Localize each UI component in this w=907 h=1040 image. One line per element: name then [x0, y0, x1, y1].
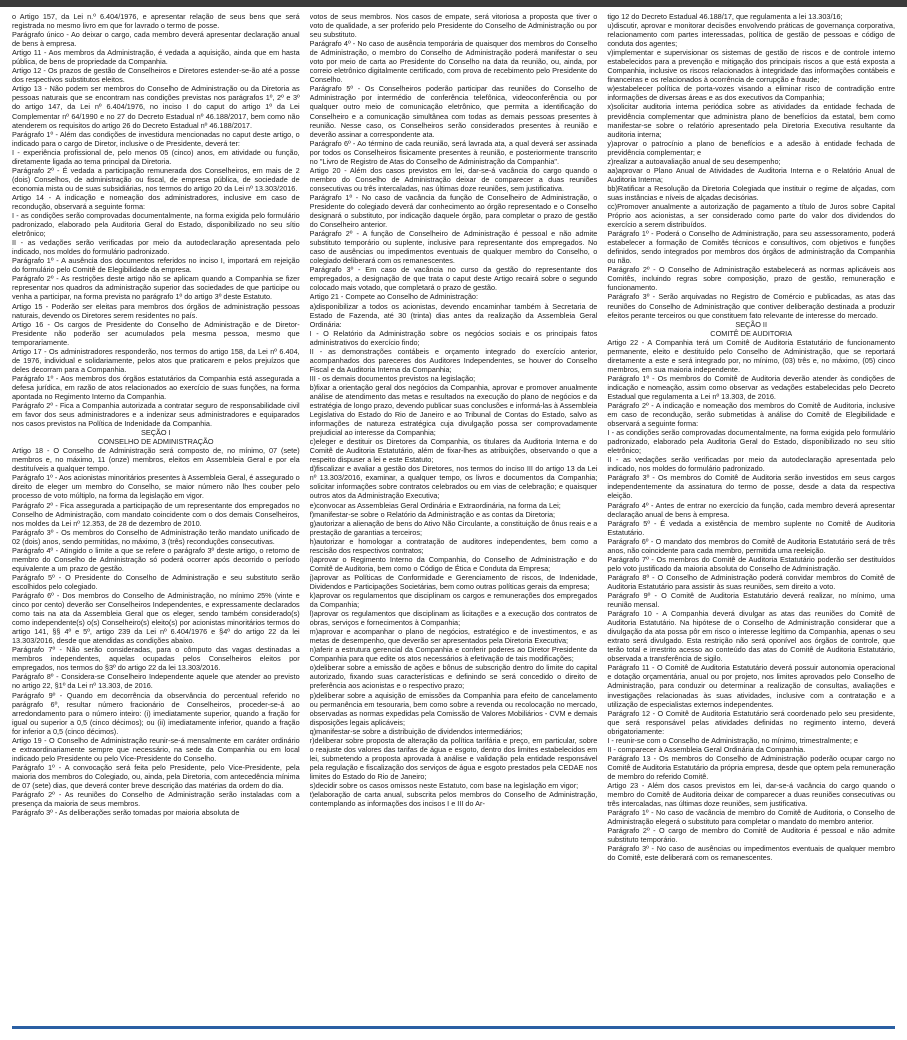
paragraph: a)disponibilizar a todos os acionistas, devendo encaminhar também à Secretaria de Estado de Fazenda, até 30 (trinta) dias antes da realização da Assembleia Geral Ordinária:	[309, 301, 598, 329]
paragraph: Parágrafo 12 - O Comitê de Auditoria Estatutário será coordenado pelo seu presidente, que será responsável pelas atividades definidas no regimento interno, deverá obrigatoriamente:	[607, 708, 896, 736]
paragraph: d)fiscalizar e avaliar a gestão dos Diretores, nos termos do inciso III do artigo 13 da Lei nº 13.303/2016, examinar, a qualquer tempo, os livros e documentos da Companhia; solicitar informações sobre contratos celebrados ou em vias de celebração; e quaisquer outros atos da Administração Executiva;	[309, 464, 598, 501]
paragraph: I - O Relatório da Administração sobre os negócios sociais e os principais fatos administrativos do exercício findo;	[309, 328, 598, 347]
paragraph: p)deliberar sobre a aquisição de emissões da Companhia para efeito de cancelamento ou permanência em tesouraria, bem como sobre a revenda ou recolocação no mercado, observadas as normas expedidas pela Comissão de Valores Mobiliários - CVM e demais disposições legais aplicáveis;	[309, 690, 598, 727]
paragraph: m)aprovar e acompanhar o plano de negócios, estratégico e de investimentos, e as metas de desempenho, que deverão ser apresentados pela Diretoria Executiva;	[309, 627, 598, 646]
paragraph: Parágrafo 1º - A ausência dos documentos referidos no inciso I, importará em rejeição do formulário pelo Comitê de Elegibilidade da empresa.	[12, 256, 300, 275]
paragraph: q)manifestar-se sobre a distribuição de dividendos intermediários;	[309, 726, 523, 736]
paragraph: c)eleger e destituir os Diretores da Companhia, os titulares da Auditoria Interna e do Comitê de Auditoria Estatutário, além de fixar-lhes as atribuições, observando o que a respeito dispuser a lei e este Estatuto;	[309, 437, 598, 465]
paragraph: Parágrafo 11 - O Comitê de Auditoria Estatutário deverá possuir autonomia operacional e dotação orçamentária, anual ou por projeto, nos limites aprovados pelo Conselho de Administração, para conduzir ou determinar a realização de consultas, avaliações e investigações relacionadas às suas atividades, inclusive com a contratação e a utilização de especialistas externos independentes.	[607, 663, 896, 709]
paragraph: Parágrafo 9º - Quando em decorrência da observância do percentual referido no parágrafo 6º, resultar número fracionário de Conselheiros, proceder-se-á ao arredondamento para o número inteiro: (i) imediatamente superior, quando a fração for igual ou superior a 0,5 (cinco décimos); ou (ii) imediatamente inferior, quando a fração for inferior a 0,5 (cinco décimos).	[12, 690, 300, 736]
paragraph: Parágrafo 2º - Fica a Companhia autorizada a contratar seguro de responsabilidade civil em favor dos seus administradores e a indenizar seus administradores e equiparados nos casos previstos na Política de Indenidade da Companhia.	[12, 401, 300, 429]
paragraph: bb)Ratificar a Resolução da Diretoria Colegiada que instituir o regime de alçadas, com suas instâncias e níveis de alçadas decisórias.	[607, 183, 896, 202]
paragraph: z)realizar a autoavaliação anual de seu desempenho;	[607, 156, 781, 166]
paragraph: Artigo 12 - Os prazos de gestão de Conselheiros e Diretores estender-se-ão até a posse dos respectivos substitutos eleitos.	[12, 66, 300, 85]
paragraph: Parágrafo 1º - Poderá o Conselho de Administração, para seu assessoramento, poderá estabelecer a formação de Comitês técnicos e consultivos, com objetivos e funções definidos, sendo integrados por membros dos órgãos de administração da Companhia ou não.	[607, 229, 896, 266]
paragraph: b)fixar a orientação geral dos negócios da Companhia, aprovar e promover anualmente análise de atendimento das metas e resultados na execução do plano de negócios e da estratégia de longo prazo, devendo publicar suas conclusões e informá-las à Assembleia Legislativa do Estado do Rio de Janeiro e ao Tribunal de Contas do Estado, salvo as informações de natureza estratégica cuja divulgação possa ser comprovadamente prejudicial ao interesse da Companhia;	[309, 382, 598, 438]
paragraph: k)aprovar os regulamentos que disciplinam os cargos e remunerações dos empregados da Companhia;	[309, 591, 598, 610]
paragraph: Parágrafo 8º - Considera-se Conselheiro Independente aquele que atender ao previsto no artigo 22, §1º da Lei nº 13.303, de 2016.	[12, 672, 300, 691]
paragraph: h)autorizar e homologar a contratação de auditores independentes, bem como a rescisão dos respectivos contratos;	[309, 536, 598, 555]
paragraph: Parágrafo 1º - A convocação será feita pelo Presidente, pelo Vice-Presidente, pela maioria dos membros do Colegiado, ou, ainda, pela Diretoria, com antecedência mínima de 07 (sete) dias, que deverá conter breve descrição das matérias da ordem do dia.	[12, 762, 300, 790]
paragraph: e)convocar as Assembleias Geral Ordinária e Extraordinária, na forma da Lei;	[309, 500, 561, 510]
paragraph: Parágrafo 1º - No caso de vacância da função de Conselheiro de Administração, o Presidente do colegiado deverá dar conhecimento ao órgão representado e o Conselho designará o substituto, por indicação daquele órgão, para completar o prazo de gestão do Conselheiro anterior.	[309, 192, 598, 230]
paragraph: g)autorizar a alienação de bens do Ativo Não Circulante, a constituição de ônus reais e a prestação de garantias a terceiros;	[309, 518, 598, 537]
paragraph: Parágrafo 1º - Além das condições de investidura mencionadas no caput deste artigo, o indicado para o cargo de Diretor, inclusive o de Presidente, deverá ter:	[12, 129, 300, 148]
paragraph: Parágrafo 3º - As deliberações serão tomadas por maioria absoluta de	[12, 808, 240, 818]
paragraph: Parágrafo único - Ao deixar o cargo, cada membro deverá apresentar declaração anual de bens à empresa.	[12, 30, 300, 49]
paragraph: II - as vedações serão verificadas por meio da autodeclaração apresentada pelo indicado, nos moldes do formulário padronizado.	[607, 455, 896, 474]
paragraph: Parágrafo 2º - O cargo de membro do Comitê de Auditoria é pessoal e não admite substituto temporário.	[607, 826, 896, 845]
paragraph: tigo 12 do Decreto Estadual 46.188/17, que regulamenta a lei 13.303/16;	[607, 12, 843, 21]
paragraph: Parágrafo 2º - Fica assegurada a participação de um representante dos empregados no Conselho de Administração, com mandato coincidente com o dos demais Conselheiros, nos moldes da Lei nº 12.353, de 28 de dezembro de 2010.	[12, 500, 300, 528]
paragraph: Artigo 23 - Além dos casos previstos em lei, dar-se-á vacância do cargo quando o membro do Comitê de Auditoria deixar de comparecer a duas reuniões consecutivas ou três intercaladas, nas últimas doze reuniões, sem justificativa.	[607, 780, 896, 809]
section-heading: SEÇÃO I	[141, 428, 171, 438]
paragraph: Parágrafo 2º - As restrições deste artigo não se aplicam quando a Companhia se fizer representar nos quadros da administração superior das sociedades de que participe ou venha a participar, na forma prevista no parágrafo 1º do artigo 3º deste Estatuto.	[12, 274, 300, 302]
paragraph: n)aferir a estrutura gerencial da Companhia e conferir poderes ao Diretor Presidente da Companhia para que edite os atos necessários à efetivação de tais modificações;	[309, 645, 598, 664]
paragraph: Parágrafo 2º - As reuniões do Conselho de Administração serão instaladas com a presença da maioria de seus membros.	[12, 790, 300, 809]
paragraph: aa)aprovar o Plano Anual de Atividades de Auditoria Interna e o Relatório Anual de Auditoria Interna;	[607, 165, 896, 184]
paragraph: cc)Promover anualmente a autorização de pagamento a título de Juros sobre Capital Próprio aos acionistas, a ser considerado como parte do valor dos dividendos do exercício a serem distribuídos.	[607, 201, 896, 230]
paragraph: I - experiência profissional de, pelo menos 05 (cinco) anos, em atividade ou função, diretamente ligada ao tema principal da Diretoria.	[12, 147, 300, 166]
paragraph: Parágrafo 3º - Serão arquivadas no Registro de Comércio e publicadas, as atas das reuniões do Conselho de Administração que contiver deliberação destinada a produzir efeitos perante terceiros ou que constituem fato relevante de interesse do mercado.	[607, 292, 896, 320]
paragraph: Parágrafo 6º - Ao término de cada reunião, será lavrada ata, a qual deverá ser assinada por todos os Conselheiros fisicamente presentes à reunião, e posteriormente transcrito no "Livro de Registro de Atas do Conselho de Administração da Companhia".	[309, 138, 598, 166]
paragraph: Parágrafo 5º - Os Conselheiros poderão participar das reuniões do Conselho de Administração por intermédio de conferência telefônica, videoconferência ou por qualquer outro meio de comunicação eletrônico, que permita a identificação do Conselheiro e a comunicação simultânea com todas as demais pessoas presentes à reunião. Nesse caso, os Conselheiros serão considerados presentes à reunião e deverão assinar a correspondente ata.	[309, 84, 598, 139]
paragraph: Parágrafo 3º - No caso de ausências ou impedimentos eventuais de qualquer membro do Comitê, este deliberará com os remanescentes.	[607, 844, 896, 863]
paragraph: Parágrafo 6º - Dos membros do Conselho de Administração, no mínimo 25% (vinte e cinco por cento) deverão ser Conselheiros Independentes, e expressamente declarados como tais na ata da Assembleia Geral que os eleger, sendo também considerado(s) como independente(s) o(s) Conselheiro(s) eleito(s) por acionistas minoritários termos do artigo 141, §§ 4º e 5º, artigo 239 da Lei nº 6.404/1976 e §4º do artigo 22 da lei 13.303/2016, desde que atendidas as condições abaixo.	[12, 591, 300, 646]
paragraph: Parágrafo 1º - Aos membros dos órgãos estatutários da Companhia está assegurada a defesa jurídica, em razão de atos relacionados ao exercício de suas funções, na forma apontada no Regimento Interno da Companhia.	[12, 373, 300, 401]
paragraph: Parágrafo 13 - Os membros do Conselho de Administração poderão ocupar cargo no Comitê de Auditoria Estatutário da própria empresa, desde que optem pela remuneração de membro do referido Comitê.	[607, 753, 896, 781]
paragraph: Parágrafo 3º - Em caso de vacância no curso da gestão do representante dos empregados, a designação de que trata o caput deste Artigo recairá sobre o segundo colocado mais votado, que completará o prazo de gestão.	[309, 265, 598, 293]
paragraph: Artigo 13 - Não podem ser membros do Conselho de Administração ou da Diretoria as pessoas naturais que se encontram nas condições previstas nos parágrafos 1º, 2º e 3º do artigo 147, da Lei nº 6.404/1976, no inciso I do caput do artigo 1º da Lei Complementar nº 64/1990 e no 27 do Decreto Estadual nº 46.188/2017, bem como não atenderem os requisitos do artigo 26 do Decreto Estadual nº 46.188/2017.	[12, 84, 300, 130]
paragraph: Parágrafo 3º - Os membros do Comitê de Auditoria serão investidos em seus cargos independentemente da assinatura do termo de posse, desde a data da respectiva eleição.	[607, 473, 896, 501]
paragraph: s)decidir sobre os casos omissos neste Estatuto, com base na legislação em vigor;	[309, 780, 579, 790]
paragraph: I - as condições serão comprovadas documentalmente, na forma exigida pelo formulário padronizado, elaborado pela Auditoria Geral do Estado, disponibilizado no seu sítio eletrônico;	[607, 428, 896, 456]
paragraph: Artigo 20 - Além dos casos previstos em lei, dar-se-á vacância do cargo quando o membro do Conselho de Administração deixar de comparecer a duas reuniões consecutivas ou três intercaladas, nas últimas doze reuniões, sem justificativa.	[309, 165, 598, 193]
section-heading: SEÇÃO II	[735, 319, 767, 329]
paragraph: II - comparecer à Assembleia Geral Ordinária da Companhia.	[607, 744, 806, 754]
paragraph: f)manifestar-se sobre o Relatório da Administração e as contas da Diretoria;	[309, 509, 556, 519]
paragraph: Artigo 21 - Compete ao Conselho de Administração:	[309, 292, 478, 302]
section-heading: COMITÊ DE AUDITORIA	[710, 328, 793, 338]
paragraph: u)discutir, aprovar e monitorar decisões envolvendo práticas de governança corporativa, relacionamento com partes interessadas, política de gestão de pessoas e código de conduta dos agentes;	[607, 21, 896, 49]
paragraph: Artigo 18 - O Conselho de Administração será composto de, no mínimo, 07 (sete) membros e, no máximo, 11 (onze) membros, eleitos em Assembleia Geral e por ela destituíveis a qualquer tempo.	[12, 446, 300, 474]
header-strip	[0, 0, 907, 7]
paragraph: I - as condições serão comprovadas documentalmente, na forma exigida pelo formulário padronizado, elaborado pela Auditoria Geral do Estado, disponibilizado no seu sítio eletrônico;	[12, 211, 300, 239]
paragraph: Parágrafo 5º - É vedada a existência de membro suplente no Comitê de Auditoria Estatutário.	[607, 518, 896, 537]
paragraph: Parágrafo 7º - Os membros do Comitê de Auditoria Estatutário poderão ser destituídos pelo voto justificado da maioria absoluta do Conselho de Administração.	[607, 554, 896, 573]
paragraph: Parágrafo 4º - Atingido o limite a que se refere o parágrafo 3º deste artigo, o retorno de membro do Conselho de Administração só poderá ocorrer após decorrido o período equivalente a um prazo de gestão.	[12, 545, 300, 573]
paragraph: v)implementar e supervisionar os sistemas de gestão de riscos e de controle interno estabelecidos para a prevenção e mitigação dos principais riscos a que está exposta a Companhia, inclusive os riscos relacionados à integridade das informações contábeis e financeiras e os relacionados à ocorrência de corrupção e fraude;	[607, 48, 896, 85]
paragraph: Artigo 11 - Aos membros da Administração, é vedada a aquisição, ainda que em hasta pública, de bens de propriedade da Companhia.	[12, 48, 300, 67]
paragraph: Artigo 19 - O Conselho de Administração reunir-se-á mensalmente em caráter ordinário e extraordinariamente sempre que necessário, na sede da Companhia ou em local indicado pelo Presidente ou pelo Vice-Presidente do Conselho.	[12, 735, 300, 763]
paragraph: x)solicitar auditoria interna periódica sobre as atividades da entidade fechada de previdência complementar que administra plano de benefícios da estatal, bem como manifestar-se sobre o relatório apresentado pela Diretoria Executiva resultante da auditoria interna;	[607, 102, 896, 139]
paragraph: i)aprovar o Regimento Interno da Companhia, do Conselho de Administração e do Comitê de Auditoria, bem como o Código de Ética e Conduta da Empresa;	[309, 554, 598, 573]
footer-rule	[12, 1026, 895, 1029]
paragraph: Parágrafo 3º - Os membros do Conselho de Administração terão mandato unificado de 02 (dois) anos, sendo permitidas, no máximo, 3 (três) reconduções consecutivas.	[12, 527, 300, 546]
paragraph: w)estabelecer política de porta-vozes visando a eliminar risco de contradição entre informações de diversas áreas e as dos executivos da Companhia;	[607, 84, 896, 103]
section-heading: CONSELHO DE ADMINISTRAÇÃO	[98, 437, 214, 447]
column-right	[607, 12, 895, 1022]
paragraph: votos de seus membros. Nos casos de empate, será vitoriosa a proposta que tiver o voto de qualidade, a ser proferido pelo Presidente do Conselho de Administração ou por seu substituto.	[309, 12, 598, 40]
paragraph: Parágrafo 4º - No caso de ausência temporária de quaisquer dos membros do Conselho de Administração, o membro do Conselho de Administração poderá manifestar o seu voto por meio de carta ao Presidente do Conselho na data da reunião, ou, ainda, por correio eletrônico digitalmente certificado, com prova de recebimento pelo Presidente do Conselho.	[309, 39, 598, 85]
paragraph: Artigo 17 - Os administradores responderão, nos termos do artigo 158, da Lei nº 6.404, de 1976, individual e solidariamente, pelos atos que praticarem e pelos prejuízos que deles decorram para a Companhia.	[12, 346, 300, 374]
paragraph: Parágrafo 5º - O Presidente do Conselho de Administração e seu substituto serão escolhidos pelo colegiado.	[12, 572, 300, 591]
paragraph: Parágrafo 6º - O mandato dos membros do Comitê de Auditoria Estatutário será de três anos, não coincidente para cada membro, permitida uma reeleição.	[607, 536, 896, 555]
paragraph: Artigo 14 - A indicação e nomeação dos administradores, inclusive em caso de recondução, observará a seguinte forma:	[12, 192, 300, 211]
paragraph: Parágrafo 1º - No caso de vacância de membro do Comitê de Auditoria, o Conselho de Administração elegerá o substituto para completar o mandato do membro anterior.	[607, 808, 896, 827]
paragraph: Parágrafo 2º - A indicação e nomeação dos membros do Comitê de Auditoria, inclusive em caso de recondução, serão submetidas à análise do Comitê de Elegibilidade e observará a seguinte forma:	[607, 401, 896, 429]
paragraph: r)deliberar sobre proposta de alteração da política tarifária e preço, em particular, sobre o reajuste dos valores das tarifas de água e esgoto, dentro dos limites estabelecidos em lei, submetendo a proposta aprovada à análise e validação pela entidade responsável pela regulação e fiscalização dos serviços de água e esgoto prestados pela CEDAE nos limites do Estado do Rio de Janeiro;	[309, 735, 598, 781]
paragraph: Parágrafo 1º - Os membros do Comitê de Auditoria deverão atender às condições de indicação e nomeação, assim como observar as vedações estabelecidas pelo Decreto Estadual que regulamenta a Lei nº 13.303, de 2016.	[607, 373, 896, 401]
paragraph: Parágrafo 2º - É vedada a participação remunerada dos Conselheiros, em mais de 2 (dois) Conselhos, de administração ou fiscal, de empresa pública, de sociedade de economia mista ou de suas subsidiárias, nos termos do artigo 20 da Lei nº 13.303/2016.	[12, 165, 300, 193]
column-middle	[310, 12, 598, 1022]
paragraph: y)aprovar o patrocínio a plano de benefícios e a adesão à entidade fechada de previdência complementar; e	[607, 138, 896, 157]
paragraph: Artigo 15 - Poderão ser eleitas para membros dos órgãos de administração pessoas naturais, devendo os Diretores serem residentes no país.	[12, 301, 300, 320]
paragraph: Artigo 22 - A Companhia terá um Comitê de Auditoria Estatutário de funcionamento permanente, eleito e destituído pelo Conselho de Administração, que se reportará diretamente a este e será integrado por, no mínimo, (03) três e, no máximo, (05) cinco membros, em sua maioria independente.	[607, 337, 896, 374]
paragraph: Parágrafo 2º - A função de Conselheiro de Administração é pessoal e não admite substituto temporário ou suplente, inclusive para representante dos empregados. No caso de ausências ou impedimentos eventuais de qualquer membro do Conselho, o colegiado deliberará com os remanescentes.	[309, 229, 598, 266]
paragraph: l)aprovar os regulamentos que disciplinam as licitações e a execução dos contratos de obras, serviços e fornecimentos à Companhia;	[309, 609, 598, 628]
text-columns	[12, 12, 895, 1022]
paragraph: o Artigo 157, da Lei n.º 6.404/1976, e apresentar relação de seus bens que será registrada no mesmo livro em que for lavrado o termo de posse.	[12, 12, 300, 31]
paragraph: Parágrafo 4º - Antes de entrar no exercício da função, cada membro deverá apresentar declaração anual de bens à empresa.	[607, 500, 896, 519]
paragraph: Parágrafo 8º - O Conselho de Administração poderá convidar membros do Comitê de Auditoria Estatutário para assistir às suas reuniões, sem direito a voto.	[607, 572, 896, 591]
paragraph: II - as demonstrações contábeis e orçamento integrado do exercício anterior, acompanhados dos pareceres dos Auditores Independentes, se houver do Conselho Fiscal e da Auditoria Interna da Companhia;	[309, 346, 598, 374]
paragraph: Parágrafo 2º - O Conselho de Administração estabelecerá as normas aplicáveis aos Comitês, incluindo regras sobre composição, prazo de gestão, remuneração e funcionamento.	[607, 265, 896, 293]
paragraph: III - os demais documentos previstos na legislação;	[309, 373, 476, 383]
paragraph: Parágrafo 1º - Aos acionistas minoritários presentes à Assembleia Geral, é assegurado o direito de eleger um membro do Conselho, se maior número não lhes couber pelo processo de voto múltiplo, na forma da legislação em vigor.	[12, 473, 300, 501]
paragraph: II - as vedações serão verificadas por meio da autodeclaração apresentada pelo indicado, nos moldes do formulário padronizado.	[12, 238, 300, 257]
paragraph: Parágrafo 7º - Não serão consideradas, para o cômputo das vagas destinadas a membros independentes, aquelas ocupadas pelos Conselheiros eleitos por empregados, nos termos do §3º do artigo 22 da lei 13.303/2016.	[12, 645, 300, 673]
column-left	[12, 12, 300, 1022]
paragraph: j)aprovar as Políticas de Conformidade e Gerenciamento de riscos, de Indenidade, Dividendos e Participações Societárias, bem como outras políticas gerais da empresa;	[309, 572, 598, 591]
paragraph: Parágrafo 10 - A Companhia deverá divulgar as atas das reuniões do Comitê de Auditoria Estatutário. Na hipótese de o Conselho de Administração considerar que a divulgação da ata possa pôr em risco o interesse legítimo da Companhia, apenas o seu extrato será divulgado. Esta restrição não será oponível aos órgãos de controle, que terão total e irrestrito acesso ao conteúdo das atas do Comitê de Auditoria Estatutário, observada a transferência de sigilo.	[607, 609, 896, 664]
paragraph: I - reunir-se com o Conselho de Administração, no mínimo, trimestralmente; e	[607, 735, 858, 745]
paragraph: o)deliberar sobre a emissão de ações e bônus de subscrição dentro do limite do capital autorizado, fixando suas características e definindo se será concedido o direito de preferência aos acionistas e o respectivo prazo;	[309, 663, 598, 691]
paragraph: t)elaboração de carta anual, subscrita pelos membros do Conselho de Administração, contemplando as informações dos incisos I e III do Ar-	[309, 790, 598, 809]
paragraph: Parágrafo 9º - O Comitê de Auditoria Estatutário deverá realizar, no mínimo, uma reunião mensal.	[607, 591, 896, 610]
paragraph: Artigo 16 - Os cargos de Presidente do Conselho de Administração e de Diretor-Presidente não poderão ser acumulados pela mesma pessoa, mesmo que temporariamente.	[12, 319, 300, 347]
